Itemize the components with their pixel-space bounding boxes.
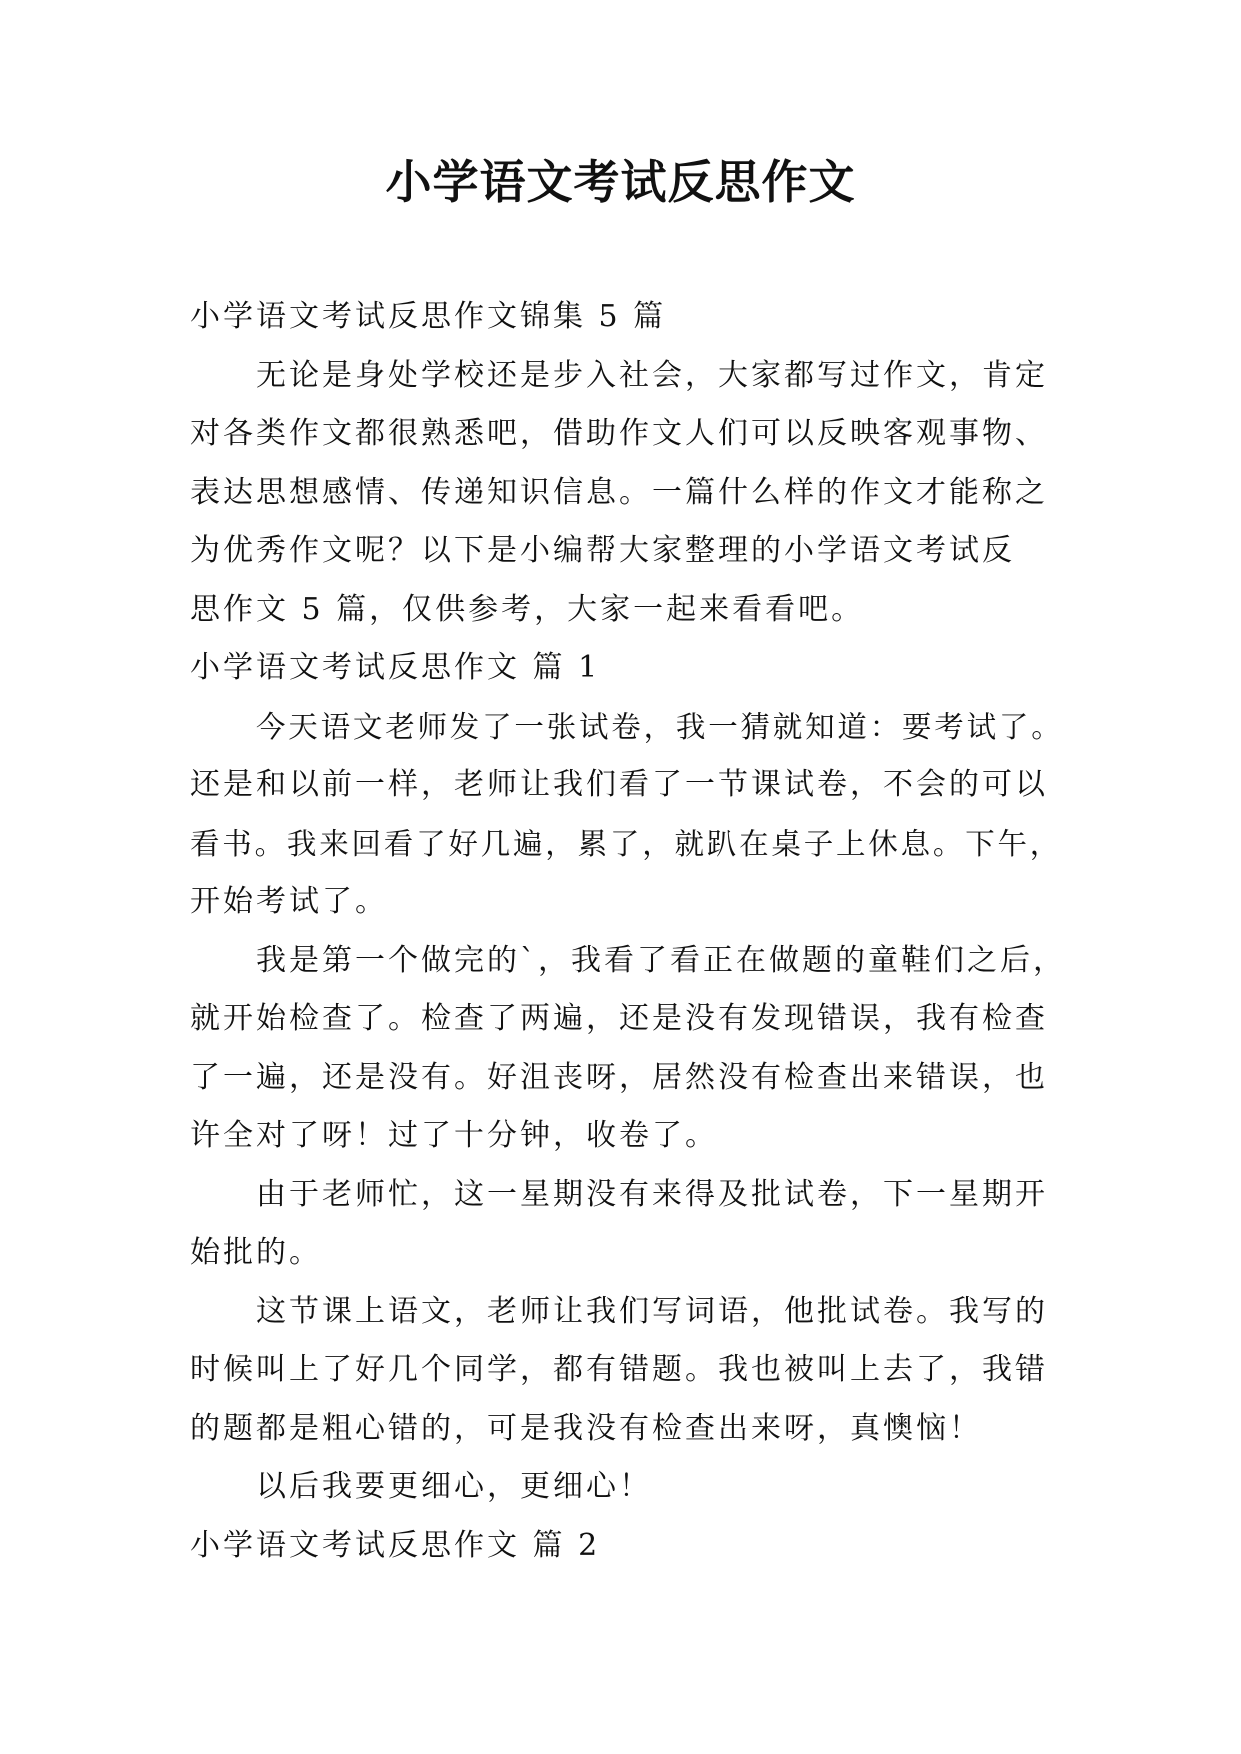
text-line: 了一遍，还是没有。好沮丧呀，居然没有检查出来错误，也 bbox=[190, 1059, 1048, 1095]
paragraph-first-line: 无论是身处学校还是步入社会，大家都写过作文，肯定 bbox=[256, 357, 1048, 393]
text-line: 就开始检查了。检查了两遍，还是没有发现错误，我有检查 bbox=[190, 1001, 1048, 1036]
text-line: 为优秀作文呢？以下是小编帮大家整理的小学语文考试反 bbox=[190, 533, 1015, 568]
text-line: 对各类作文都很熟悉吧，借助作文人们可以反映客观事物、 bbox=[190, 416, 1048, 451]
paragraph-first-line: 今天语文老师发了一张试卷，我一猜就知道：要考试了。 bbox=[256, 709, 1064, 744]
text-line: 看书。我来回看了好几遍，累了，就趴在桌子上休息。下午， bbox=[190, 826, 1063, 861]
document-body bbox=[190, 288, 1070, 1575]
text-line: 小学语文考试反思作文锦集 5 篇 bbox=[190, 299, 667, 334]
paragraph-first-line: 以后我要更细心，更细心！ bbox=[256, 1469, 652, 1504]
paragraph-first-line: 由于老师忙，这一星期没有来得及批试卷，下一星期开 bbox=[256, 1176, 1048, 1212]
text-line: 表达思想感情、传递知识信息。一篇什么样的作文才能称之 bbox=[190, 474, 1048, 510]
text-line: 小学语文考试反思作文 篇 1 bbox=[190, 650, 601, 685]
text-line: 许全对了呀！过了十分钟，收卷了。 bbox=[190, 1118, 718, 1153]
text-line: 小学语文考试反思作文 篇 2 bbox=[190, 1527, 601, 1563]
text-line: 始批的。 bbox=[190, 1235, 322, 1270]
text-line: 还是和以前一样，老师让我们看了一节课试卷，不会的可以 bbox=[190, 767, 1048, 802]
text-line: 思作文 5 篇，仅供参考，大家一起来看看吧。 bbox=[190, 591, 865, 627]
text-line: 开始考试了。 bbox=[190, 884, 388, 919]
paragraph-first-line: 我是第一个做完的`，我看了看正在做题的童鞋们之后， bbox=[256, 942, 1066, 978]
paragraph-first-line: 这节课上语文，老师让我们写词语，他批试卷。我写的 bbox=[256, 1293, 1048, 1329]
text-line: 时候叫上了好几个同学，都有错题。我也被叫上去了，我错 bbox=[190, 1352, 1048, 1387]
text-line: 的题都是粗心错的，可是我没有检查出来呀，真懊恼！ bbox=[190, 1410, 982, 1446]
document-title: 小学语文考试反思作文 bbox=[385, 155, 856, 209]
